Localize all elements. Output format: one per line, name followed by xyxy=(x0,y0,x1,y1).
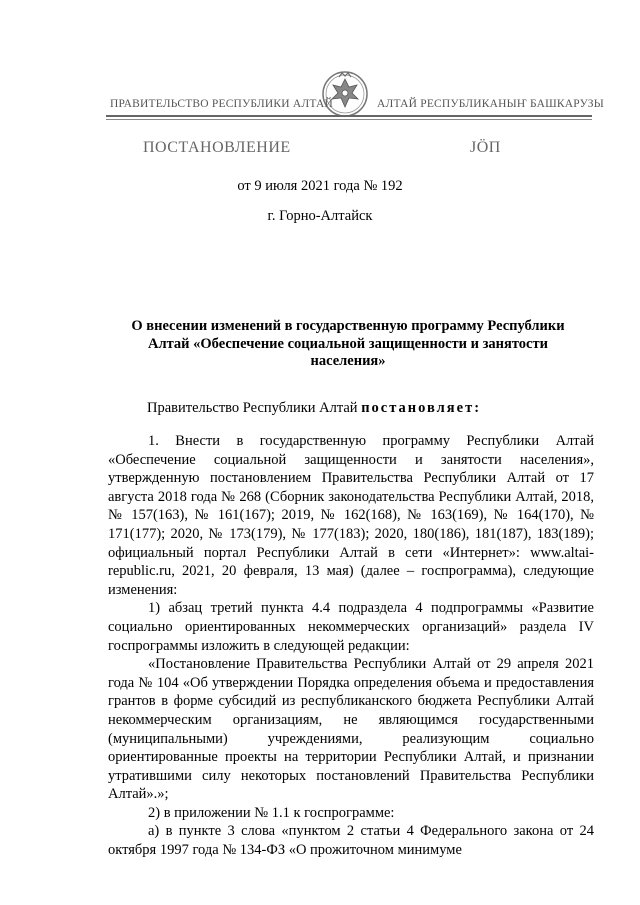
intro-text: Правительство Республики Алтай xyxy=(147,400,358,416)
intro-line xyxy=(147,400,481,417)
coat-of-arms-icon xyxy=(321,67,369,121)
intro-decree-word: постановляет: xyxy=(361,400,482,416)
header-rule-thick xyxy=(106,115,592,117)
paragraph-1: 1. Внести в государственную программу Республики Алтай «Обеспечение социальной защищенности и занятости населения», утвержденную постановлением Правительства Республики Алтай от 17 августа 2018 года № 268 (Сборник законодательства Республики Алтай, 2018, № 157(163), № 161(167); 2019, № 162(168), № 163(169), № 164(170), № 171(177); 2020, № 173(179), № 177(183); 2020, 180(186), 181(187), 183(189); официальный портал Республики Алтай в сети «Интернет»: www.altai-republic.ru, 2021, 20 февраля, 13 мая) (далее – госпрограмма), следующие изменения: xyxy=(108,433,594,598)
document-type-ru: ПОСТАНОВЛЕНИЕ xyxy=(143,139,291,156)
header-left-org-name: ПРАВИТЕЛЬСТВО РЕСПУБЛИКИ АЛТАЙ xyxy=(110,98,334,110)
paragraph-2: 1) абзац третий пункта 4.4 подраздела 4 подпрограммы «Развитие социально ориентированных некоммерческих организаций» раздела IV госпрограммы изложить в следующей редакции: xyxy=(108,600,594,654)
document-city: г. Горно-Алтайск xyxy=(267,208,373,224)
document-date: от 9 июля 2021 года № 192 xyxy=(237,178,403,194)
document-type-alt: ЈӦП xyxy=(470,139,501,156)
header-rule-thin xyxy=(106,119,592,120)
header-right-org-name: АЛТАЙ РЕСПУБЛИКАНЫҤ БАШКАРУЗЫ xyxy=(377,98,604,110)
document-body xyxy=(108,432,594,860)
paragraph-3: «Постановление Правительства Республики Алтай от 29 апреля 2021 года № 104 «Об утверждении Порядка определения объема и предоставления грантов в форме субсидий из республиканского бюджета Республики Алтай некоммерческим организациям, не являющимся государственными (муниципальными) учреждениями, реализующим социально ориентированные проекты на территории Республики Алтай, и признании утратившими силу некоторых постановлений Правительства Республики Алтай».»; xyxy=(108,656,594,803)
document-title: О внесении изменений в государственную программу Республики Алтай «Обеспечение социальной защищенности и занятости населения» xyxy=(131,318,565,369)
paragraph-4: 2) в приложении № 1.1 к госпрограмме: xyxy=(148,804,395,821)
paragraph-5: а) в пункте 3 слова «пунктом 2 статьи 4 Федерального закона от 24 октября 1997 года № 134-ФЗ «О прожиточном минимуме xyxy=(108,823,594,859)
